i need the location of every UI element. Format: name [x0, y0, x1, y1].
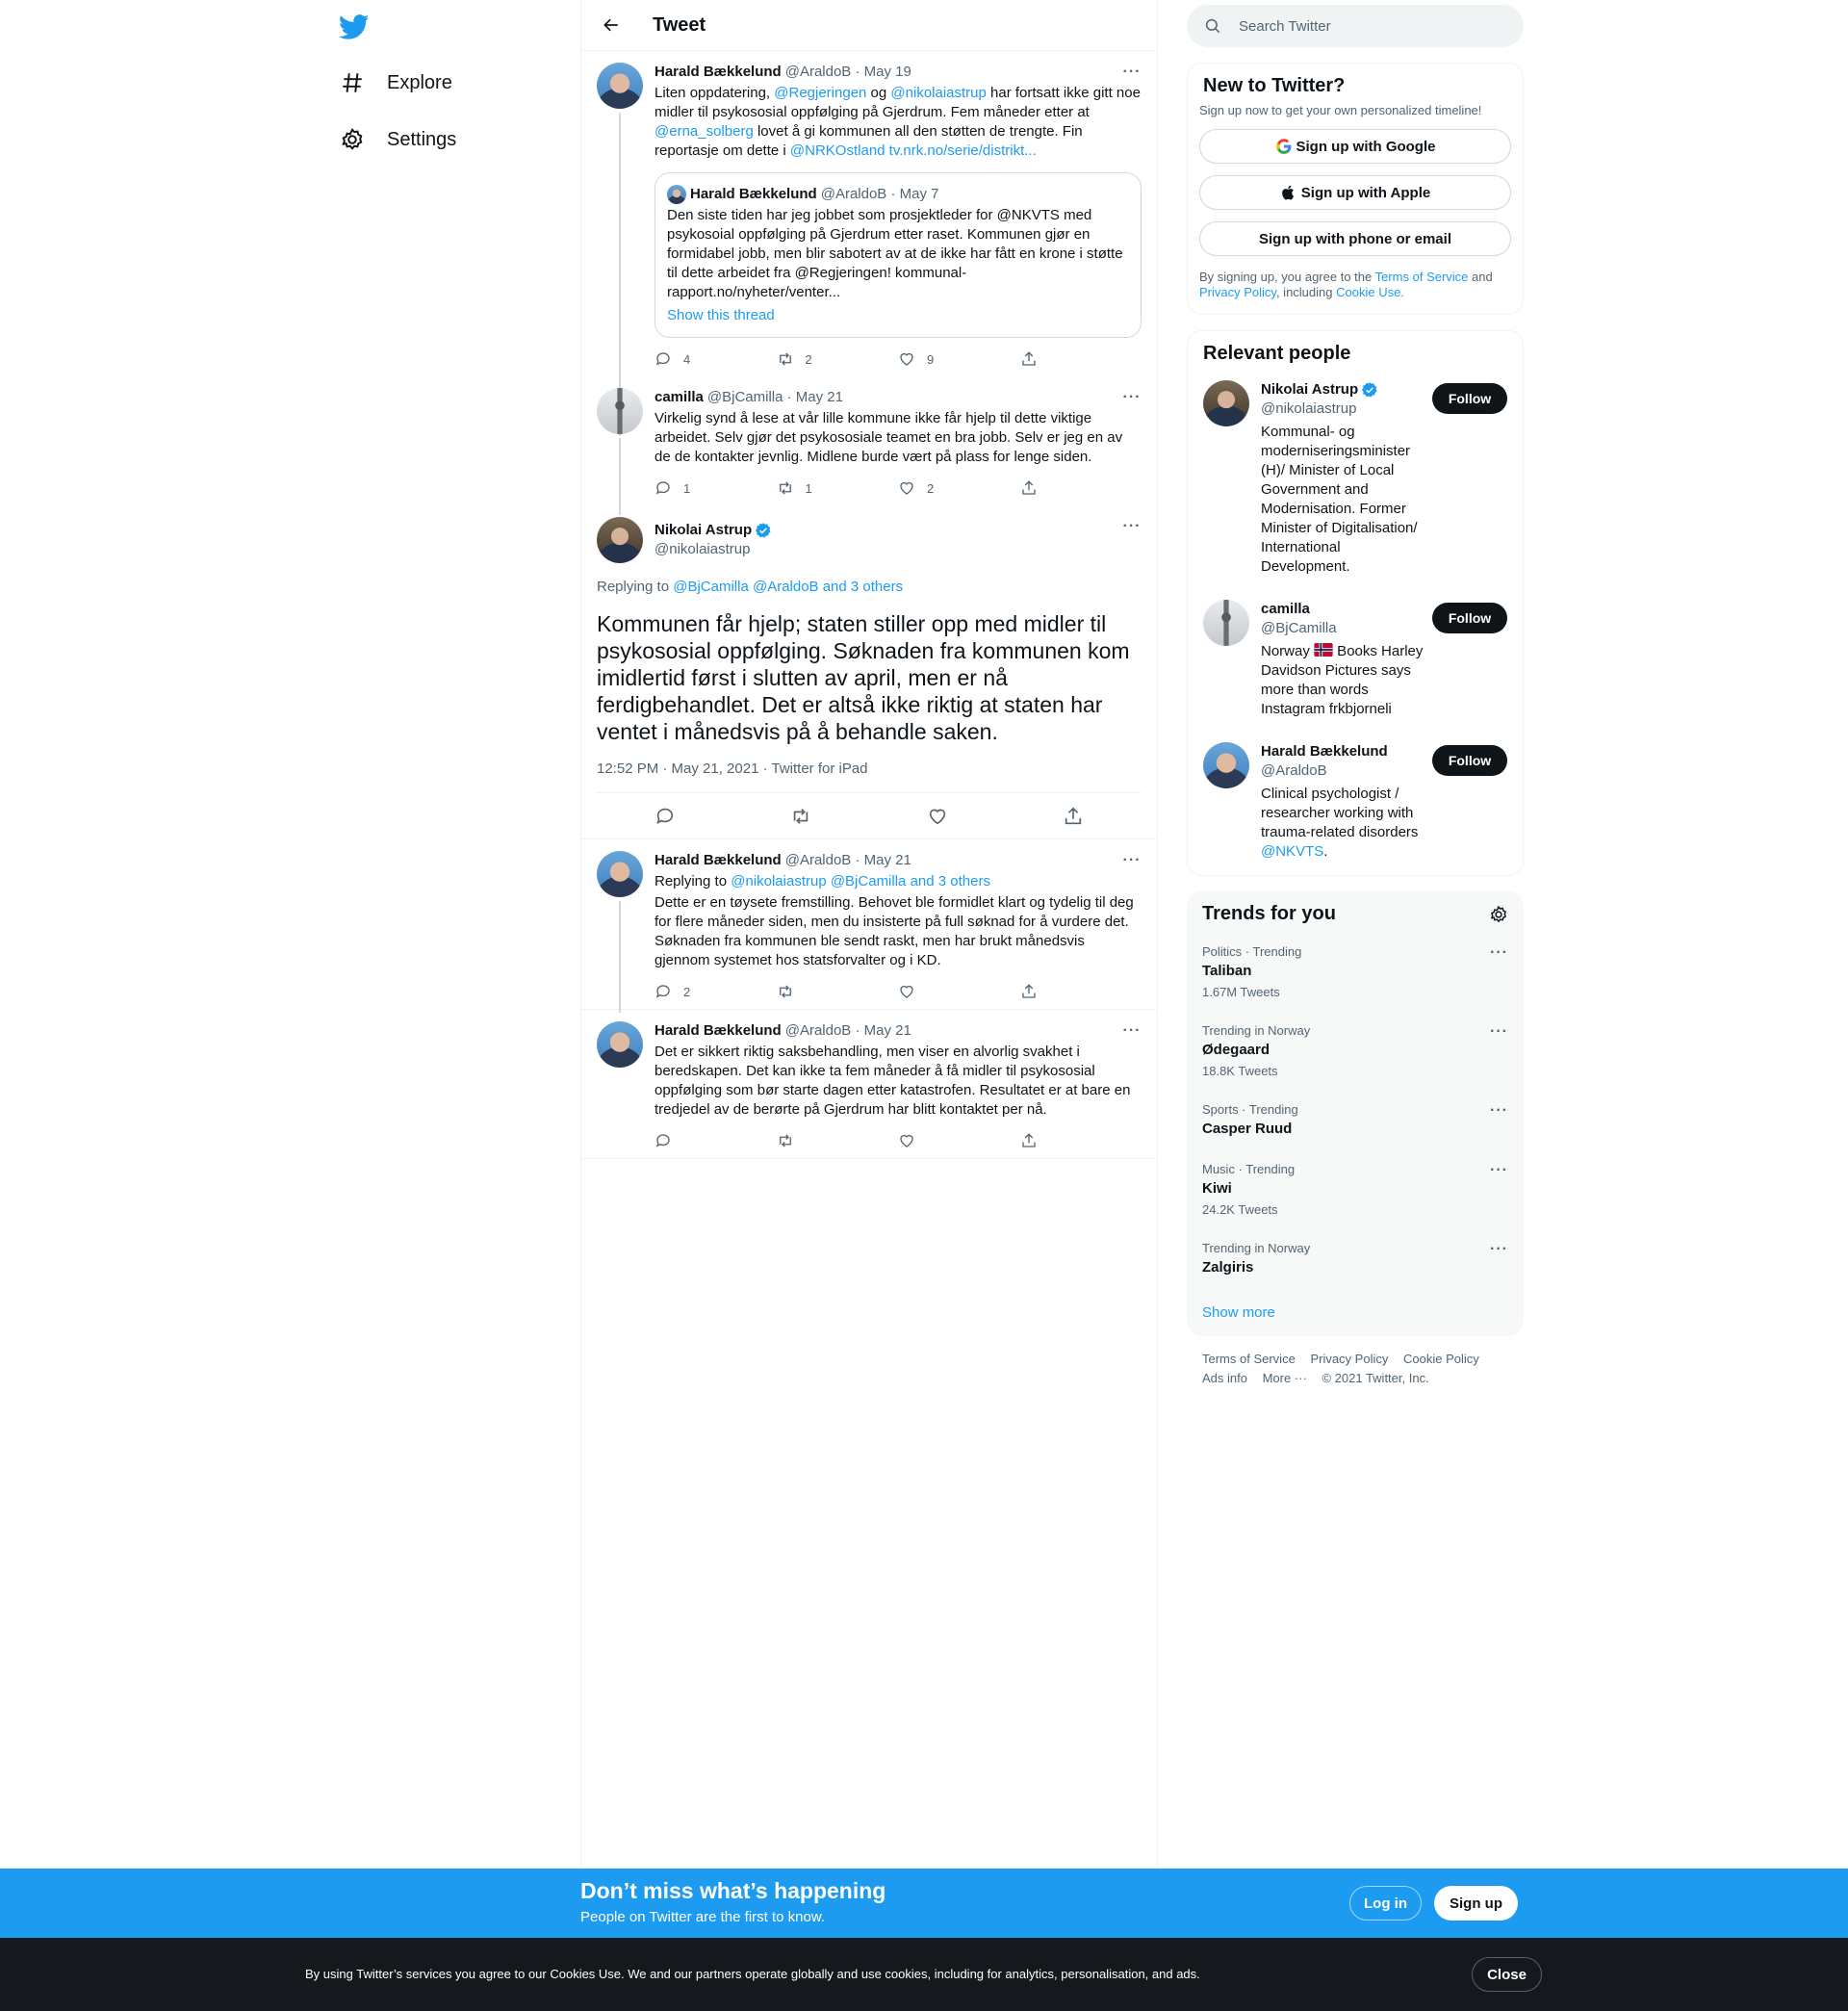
author-name[interactable]: Harald Bækkelund: [654, 1022, 782, 1039]
trend-name: Taliban: [1202, 963, 1252, 979]
more-options-icon[interactable]: ···: [1122, 518, 1142, 534]
privacy-link[interactable]: Privacy Policy: [1199, 285, 1276, 299]
verified-badge-icon: [755, 522, 772, 539]
thread-line: [619, 438, 621, 515]
new-to-twitter-title: New to Twitter?: [1203, 75, 1346, 96]
trend-meta: Sports · Trending: [1202, 1102, 1298, 1117]
avatar: [667, 185, 686, 204]
signup-apple-button[interactable]: [1199, 175, 1511, 210]
retweet-button[interactable]: [777, 350, 899, 368]
tweet-actions: [654, 982, 1142, 1001]
author-handle: @nikolaiastrup: [654, 541, 751, 557]
show-more-link[interactable]: Show more: [1202, 1304, 1275, 1321]
reply-count: 4: [683, 351, 691, 367]
author-name[interactable]: Nikolai Astrup: [654, 522, 753, 538]
back-button[interactable]: [595, 9, 628, 41]
avatar[interactable]: [597, 1021, 643, 1068]
cookie-use-link[interactable]: Cookie Use.: [1336, 285, 1404, 299]
person-name[interactable]: camilla: [1261, 601, 1310, 617]
tweet-text: Det er sikkert riktig saksbehandling, men viser en alvorlig svakhet i beredskapen. Det kan ikke ta fem måneder å få midler til psykososial oppfølging som bør starte dagen etter katastrofen. Resultatet er at bare en tredjedel av de berørte på Gjerdrum har blitt kontaktet per nå.: [654, 1044, 1131, 1118]
trend-item[interactable]: [1187, 1229, 1524, 1289]
mention-link[interactable]: @erna_solberg: [654, 123, 754, 140]
more-options-icon[interactable]: ···: [1122, 64, 1142, 80]
trend-name: Casper Ruud: [1202, 1121, 1293, 1137]
trend-meta: Music · Trending: [1202, 1162, 1296, 1176]
follow-button[interactable]: Follow: [1432, 745, 1507, 776]
trend-count: 24.2K Tweets: [1202, 1202, 1278, 1217]
avatar[interactable]: [1203, 380, 1249, 426]
replying-to-link[interactable]: @nikolaiastrup @BjCamilla and 3 others: [731, 873, 990, 889]
author-meta: @AraldoB · May 21: [784, 1022, 911, 1039]
signup-button[interactable]: Sign up: [1434, 1886, 1518, 1921]
nav-settings[interactable]: [339, 120, 456, 159]
like-button[interactable]: [898, 350, 1020, 368]
reply-tweet-2[interactable]: [581, 1010, 1157, 1159]
tweet-actions: [654, 349, 1142, 369]
heart-icon[interactable]: [927, 806, 948, 827]
tweet-text: Virkelig synd å lese at vår lille kommune ikke får hjelp til dette viktige arbeidet. Selv gjør det psykososiale teamet en bra jobb. Selv er jeg en av de de kontakter jevnlig. Midlene burde vært på plass for lenge siden.: [654, 410, 1123, 465]
footer-links: [1187, 1336, 1524, 1402]
focused-tweet: [581, 505, 1157, 839]
reply-icon: [654, 1132, 672, 1149]
reply-button[interactable]: [654, 983, 777, 1000]
banner-title: Don’t miss what’s happening: [580, 1878, 886, 1903]
like-button[interactable]: [898, 1132, 1020, 1149]
login-button[interactable]: Log in: [1349, 1886, 1422, 1921]
person-bio: Clinical psychologist / researcher working with trauma-related disorders @NKVTS.: [1261, 786, 1419, 860]
share-icon: [1020, 350, 1038, 368]
person-name[interactable]: Nikolai Astrup: [1261, 381, 1359, 398]
gear-icon[interactable]: [1489, 905, 1508, 924]
footer-cookie-link[interactable]: Cookie Policy: [1402, 1352, 1479, 1366]
author-meta: @BjCamilla · May 21: [706, 389, 843, 405]
tweet-2[interactable]: [581, 376, 1157, 505]
hashtag-icon: [339, 69, 366, 96]
search-input[interactable]: [1239, 18, 1489, 35]
reply-icon[interactable]: [654, 806, 676, 827]
search-icon: [1204, 17, 1221, 35]
retweet-icon: [777, 983, 794, 1000]
banner-subtitle: People on Twitter are the first to know.: [580, 1909, 826, 1925]
footer-tos-link[interactable]: Terms of Service: [1202, 1352, 1296, 1366]
tweet-text: Liten oppdatering, @Regjeringen og @nikolaiastrup har fortsatt ikke gitt noe midler til psykososial oppfølging på Gjerdrum. Fem måneder etter at @erna_solberg lovet å gi kommunen all den støtten de trengte. Fin reportasje om dette i @NRKOstland tv.nrk.no/serie/distrikt...: [654, 85, 1141, 159]
nav-explore-label: Explore: [387, 71, 452, 93]
replying-to-link[interactable]: @BjCamilla @AraldoB and 3 others: [673, 579, 904, 595]
person-handle: @BjCamilla: [1261, 620, 1337, 636]
avatar[interactable]: [597, 851, 643, 897]
reply-tweet-1[interactable]: [581, 839, 1157, 1010]
more-options-icon[interactable]: ···: [1122, 852, 1142, 868]
retweet-icon: [777, 1132, 794, 1149]
reply-button[interactable]: [654, 350, 777, 368]
avatar[interactable]: [1203, 600, 1249, 646]
heart-icon: [898, 479, 915, 497]
mention-link[interactable]: @NKVTS: [1261, 843, 1324, 860]
signup-apple-label: Sign up with Apple: [1300, 184, 1431, 201]
reply-count: 1: [683, 480, 691, 496]
footer-ads-link[interactable]: Ads info: [1202, 1371, 1247, 1385]
retweet-icon: [777, 479, 794, 497]
share-icon: [1020, 1132, 1038, 1149]
footer-privacy-link[interactable]: Privacy Policy: [1310, 1352, 1389, 1366]
reply-count: 2: [683, 984, 691, 999]
quoted-tweet[interactable]: [654, 172, 1142, 338]
tweet-1[interactable]: [581, 51, 1157, 376]
share-icon[interactable]: [1063, 806, 1084, 827]
arrow-left-icon: [602, 15, 621, 35]
new-to-twitter-subtitle: Sign up now to get your own personalized timeline!: [1199, 103, 1482, 117]
retweet-button[interactable]: [777, 479, 899, 497]
like-button[interactable]: [898, 479, 1020, 497]
more-options-icon[interactable]: ···: [1122, 389, 1142, 405]
verified-badge-icon: [1361, 381, 1378, 399]
relevant-people-title: Relevant people: [1203, 343, 1351, 364]
mention-link[interactable]: @NRKOstland: [789, 142, 886, 159]
signup-google-button[interactable]: [1199, 129, 1511, 164]
new-to-twitter-card: [1187, 63, 1524, 315]
tweet-actions: [654, 1131, 1142, 1150]
focused-tweet-text: Kommunen får hjelp; staten stiller opp med midler til psykososial oppfølging. Søknaden fra kommunen kom imidlertid først i slutten av april, men er nå ferdigbehandlet. Det er altså ikke riktig at staten har ventet i månedsvis på å behandle saken.: [597, 611, 1130, 744]
avatar[interactable]: [597, 517, 643, 563]
quote-author-meta: @AraldoB · May 7: [820, 186, 939, 202]
trend-meta: Politics · Trending: [1202, 944, 1302, 959]
follow-button[interactable]: Follow: [1432, 603, 1507, 633]
signup-phone-button[interactable]: [1199, 221, 1511, 256]
person-item[interactable]: [1188, 369, 1523, 588]
signup-terms: By signing up, you agree to the Terms of Service and Privacy Policy, including Cookie Use.: [1199, 270, 1493, 299]
relevant-people-card: [1187, 330, 1524, 876]
mention-link[interactable]: @Regjeringen: [774, 85, 867, 101]
tweet-timestamp[interactable]: 12:52 PM · May 21, 2021 · Twitter for iPad: [597, 761, 1142, 793]
tweet-text: Dette er en tøysete fremstilling. Behovet ble formidlet klart og tydelig til deg for flere måneder siden, men du insisterte på full søknad for å vurdere det. Søknaden fra kommunen ble sendt raskt, men har brukt månedsvis gjennom systemet hos statsforvalter og i KD.: [654, 894, 1134, 968]
retweet-icon: [777, 350, 794, 368]
show-thread-link[interactable]: Show this thread: [667, 307, 775, 323]
more-options-icon[interactable]: ···: [1490, 1241, 1508, 1257]
like-button[interactable]: [898, 983, 1020, 1000]
terms-link[interactable]: Terms of Service: [1374, 270, 1469, 284]
twitter-logo-icon[interactable]: [339, 12, 370, 42]
share-button[interactable]: [1020, 350, 1142, 368]
cookie-text: By using Twitter’s services you agree to our Cookies Use. We and our partners operate globally and use cookies, including for analytics, personalisation, and ads.: [305, 1967, 1200, 1981]
retweet-count: 2: [805, 351, 812, 367]
external-link[interactable]: tv.nrk.no/serie/distrikt...: [888, 142, 1037, 159]
trend-count: 1.67M Tweets: [1202, 985, 1280, 999]
trend-item[interactable]: [1187, 1012, 1524, 1091]
signup-google-label: Sign up with Google: [1296, 138, 1436, 155]
person-item[interactable]: [1188, 731, 1523, 875]
follow-button[interactable]: Follow: [1432, 383, 1507, 414]
author-meta: @AraldoB · May 21: [784, 852, 911, 868]
author-name[interactable]: camilla: [654, 389, 704, 405]
like-count: 9: [927, 351, 935, 367]
person-handle: @nikolaiastrup: [1261, 400, 1357, 417]
heart-icon: [898, 983, 915, 1000]
more-options-icon[interactable]: ···: [1490, 1102, 1508, 1119]
replying-to: Replying to @nikolaiastrup @BjCamilla and 3 others: [654, 873, 990, 889]
retweet-button[interactable]: [777, 983, 899, 1000]
gear-icon: [339, 126, 366, 153]
cookie-close-button[interactable]: Close: [1472, 1957, 1542, 1992]
trend-meta: Trending in Norway: [1202, 1241, 1311, 1255]
cookie-bar: [0, 1938, 1848, 2011]
author-meta: @AraldoB · May 19: [784, 64, 911, 80]
person-name[interactable]: Harald Bækkelund: [1261, 743, 1388, 760]
footer-copyright: © 2021 Twitter, Inc.: [1322, 1371, 1429, 1385]
more-options-icon[interactable]: ···: [1490, 1023, 1508, 1040]
thread-line: [619, 901, 621, 1013]
like-count: 2: [927, 480, 935, 496]
reply-icon: [654, 479, 672, 497]
mention-link[interactable]: @nikolaiastrup: [890, 85, 987, 101]
heart-icon: [898, 350, 915, 368]
avatar[interactable]: [597, 388, 643, 434]
nav-settings-label: Settings: [387, 128, 457, 150]
trend-count: 18.8K Tweets: [1202, 1064, 1278, 1078]
retweet-icon[interactable]: [790, 806, 811, 827]
focused-tweet-actions: [597, 793, 1142, 838]
share-button[interactable]: [1020, 983, 1142, 1000]
right-sidebar: [1187, 0, 1524, 1402]
share-icon: [1020, 983, 1038, 1000]
main-header: [581, 0, 1157, 51]
trend-name: Ødegaard: [1202, 1042, 1270, 1058]
share-icon: [1020, 479, 1038, 497]
tweet-actions: [654, 478, 1142, 498]
quote-author-name: Harald Bækkelund: [690, 186, 817, 202]
signup-phone-label: Sign up with phone or email: [1258, 230, 1451, 247]
apple-icon: [1280, 184, 1297, 201]
person-handle: @AraldoB: [1261, 762, 1327, 779]
author-name[interactable]: Harald Bækkelund: [654, 64, 782, 80]
reply-button[interactable]: [654, 479, 777, 497]
avatar[interactable]: [597, 63, 643, 109]
trend-name: Kiwi: [1202, 1180, 1232, 1197]
page-title: Tweet: [653, 13, 706, 36]
nav-explore[interactable]: [339, 64, 452, 102]
footer-more-link[interactable]: More ···: [1262, 1371, 1307, 1385]
quote-text: Den siste tiden har jeg jobbet som prosjektleder for @NKVTS med psykosoial oppfølging på Gjerdrum etter raset. Kommunen gjør en formidabel jobb, men blir sabotert av at de ikke har fått en krone i støtte til dette arbeidet fra @Regjeringen! kommunal-rapport.no/nyheter/venter...: [667, 207, 1123, 300]
share-button[interactable]: [1020, 479, 1142, 497]
trend-item[interactable]: [1187, 1150, 1524, 1229]
person-bio: Kommunal- og moderniseringsminister (H)/ Minister of Local Government and Modernisation. Former Minister of Digitalisation/ International Development.: [1261, 424, 1418, 575]
trend-item[interactable]: [1187, 933, 1524, 1012]
share-button[interactable]: [1020, 1132, 1142, 1149]
person-bio: Norway Books Harley Davidson Pictures says more than words Instagram frkbjorneli: [1261, 643, 1424, 717]
trend-item[interactable]: [1187, 1091, 1524, 1150]
trends-title: Trends for you: [1202, 903, 1336, 924]
avatar[interactable]: [1203, 742, 1249, 788]
reply-button[interactable]: [654, 1132, 777, 1149]
more-options-icon[interactable]: ···: [1490, 1162, 1508, 1178]
author-name[interactable]: Harald Bækkelund: [654, 852, 782, 868]
reply-icon: [654, 350, 672, 368]
heart-icon: [898, 1132, 915, 1149]
trend-meta: Trending in Norway: [1202, 1023, 1311, 1038]
reply-icon: [654, 983, 672, 1000]
more-options-icon[interactable]: ···: [1490, 944, 1508, 961]
main-column: [580, 0, 1158, 1869]
trends-card: [1187, 891, 1524, 1336]
retweet-count: 1: [805, 480, 812, 496]
person-item[interactable]: [1188, 588, 1523, 731]
trend-name: Zalgiris: [1202, 1259, 1254, 1276]
retweet-button[interactable]: [777, 1132, 899, 1149]
signup-banner: [0, 1869, 1848, 1938]
google-icon: [1275, 138, 1293, 155]
search-box[interactable]: [1187, 5, 1524, 47]
norway-flag-icon: [1314, 643, 1333, 657]
more-options-icon[interactable]: ···: [1122, 1022, 1142, 1039]
replying-to: Replying to @BjCamilla @AraldoB and 3 others: [597, 579, 904, 595]
